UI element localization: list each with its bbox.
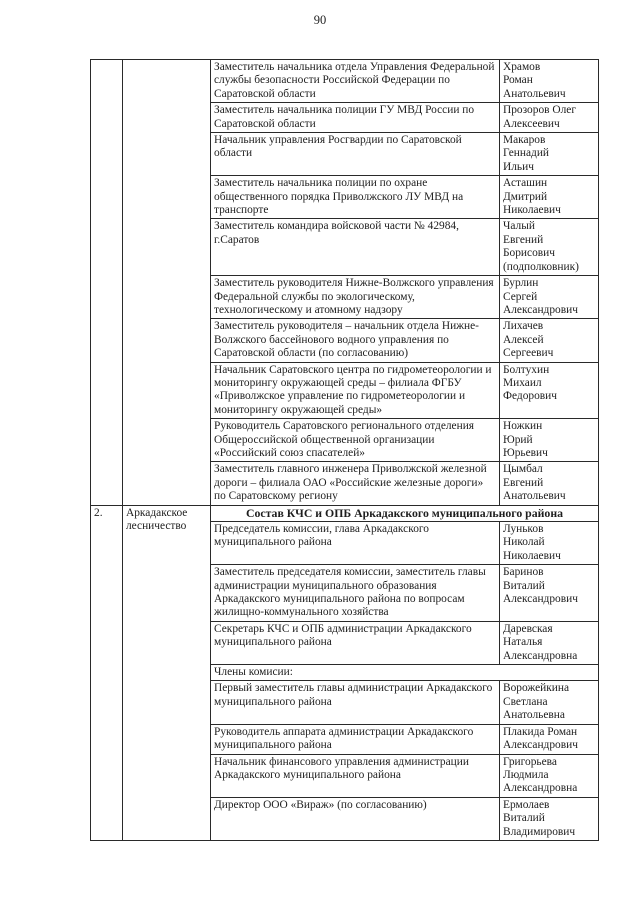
person-name-line: Дмитрий: [503, 190, 548, 203]
position-cell: Первый заместитель главы администрации Аркадакского муниципального района: [211, 681, 500, 724]
commission-table: [90, 59, 599, 841]
person-name-line: Роман: [503, 74, 533, 87]
name-cell: [500, 219, 599, 276]
person-name-line: Прозоров Олег: [503, 104, 576, 117]
person-name-line: Плакида Роман: [503, 725, 578, 738]
person-name-line: Даревская: [503, 622, 553, 635]
person-name-line: Болтухин: [503, 363, 550, 376]
name-cell: [500, 621, 599, 664]
position-cell: Заместитель начальника полиции по охране общественного порядка Приволжского ЛУ МВД на транспорте: [211, 176, 500, 219]
position-cell: Заместитель главного инженера Приволжской железной дороги – филиала ОАО «Российские железные дороги» по Саратовскому региону: [211, 462, 500, 505]
person-name-line: Светлана: [503, 695, 548, 708]
person-name-line: Анатольевич: [503, 87, 566, 100]
person-name-line: Виталий: [503, 812, 545, 825]
person-name-line: Ермолаев: [503, 798, 550, 811]
person-name-line: Александрович: [503, 739, 578, 752]
person-name-line: Ворожейкина: [503, 682, 570, 695]
position-cell: Заместитель начальника полиции ГУ МВД России по Саратовской области: [211, 103, 500, 133]
position-cell: Секретарь КЧС и ОПБ администрации Аркадакского муниципального района: [211, 621, 500, 664]
person-name-line: Наталья: [503, 636, 543, 649]
position-cell: Заместитель начальника отдела Управления Федеральной службы безопасности Российской Федерации по Саратовской области: [211, 60, 500, 103]
person-name-line: Александрович: [503, 593, 578, 606]
number-cell: [91, 60, 123, 506]
section-heading: Состав КЧС и ОПБ Аркадакского муниципального района: [211, 505, 599, 521]
person-name-line: Александровна: [503, 649, 578, 662]
position-cell: Начальник управления Росгвардии по Саратовской области: [211, 133, 500, 176]
person-name-line: Федорович: [503, 390, 557, 403]
page-number: 90: [313, 13, 327, 27]
position-cell: Руководитель Саратовского регионального отделения Общероссийской общественной организации «Российский союз спасателей»: [211, 419, 500, 462]
person-name-line: Михаил: [503, 376, 542, 389]
section-number: 2.: [91, 505, 123, 840]
person-name-line: Борисович: [503, 247, 555, 260]
name-cell: [500, 60, 599, 103]
position-cell: Заместитель руководителя Нижне-Волжского управления Федеральной службы по экологическому, технологическому и атомному надзору: [211, 276, 500, 319]
name-cell: [500, 565, 599, 622]
name-cell: [500, 419, 599, 462]
person-name-line: Александровна: [503, 782, 578, 795]
name-cell: [500, 681, 599, 724]
person-name-line: Алексеевич: [503, 117, 560, 130]
person-name-line: Людмила: [503, 768, 549, 781]
members-label: Члены комисии:: [211, 665, 599, 681]
person-name-line: Бурлин: [503, 277, 539, 290]
person-name-line: Николаевич: [503, 204, 561, 217]
position-cell: Начальник финансового управления администрации Аркадакского муниципального района: [211, 754, 500, 797]
person-name-line: Александрович: [503, 303, 578, 316]
name-cell: [500, 176, 599, 219]
person-name-line: Алексей: [503, 333, 544, 346]
name-cell: [500, 133, 599, 176]
commission-table-body: [91, 60, 599, 841]
department-cell: [123, 60, 211, 506]
person-name-line: Цымбал: [503, 463, 543, 476]
person-name-line: Чалый: [503, 220, 535, 233]
person-name-line: Евгений: [503, 476, 544, 489]
person-name-line: Ильич: [503, 160, 534, 173]
name-cell: [500, 462, 599, 505]
name-cell: [500, 319, 599, 362]
person-name-line: Виталий: [503, 579, 545, 592]
person-name-line: Юрий: [503, 433, 533, 446]
person-name-line: Николаевич: [503, 549, 561, 562]
position-cell: Заместитель командира войсковой части № 42984, г.Саратов: [211, 219, 500, 276]
name-cell: [500, 797, 599, 840]
person-name-line: (подполковник): [503, 260, 579, 273]
person-name-line: Баринов: [503, 566, 544, 579]
person-name-line: Анатольевна: [503, 709, 565, 722]
person-name-line: Юрьевич: [503, 446, 548, 459]
name-cell: [500, 103, 599, 133]
name-cell: [500, 754, 599, 797]
person-name-line: Николай: [503, 536, 545, 549]
person-name-line: Лихачев: [503, 320, 544, 333]
position-cell: Заместитель руководителя – начальник отдела Нижне-Волжского бассейнового водного управления по Саратовской области (по согласованию): [211, 319, 500, 362]
person-name-line: Евгений: [503, 233, 544, 246]
name-cell: [500, 276, 599, 319]
position-cell: Руководитель аппарата администрации Аркадакского муниципального района: [211, 724, 500, 754]
section-department: Аркадакское лесничество: [123, 505, 211, 840]
person-name-line: Асташин: [503, 177, 548, 190]
person-name-line: Сергеевич: [503, 347, 554, 360]
section-heading-row: [91, 505, 599, 521]
position-cell: Начальник Саратовского центра по гидрометеорологии и мониторингу окружающей среды – филиала ФГБУ «Приволжское управление по гидрометеорологии и мониторингу окружающей среды»: [211, 362, 500, 419]
person-name-line: Владимирович: [503, 825, 576, 838]
person-name-line: Сергей: [503, 290, 538, 303]
person-name-line: Григорьева: [503, 755, 557, 768]
person-name-line: Луньков: [503, 523, 544, 535]
person-name-line: Храмов: [503, 61, 541, 73]
position-cell: Заместитель председателя комиссии, заместитель главы администрации муниципального образования Аркадакского муниципального района по вопросам жилищно-коммунального хозяйства: [211, 565, 500, 622]
person-name-line: Макаров: [503, 134, 546, 147]
person-name-line: Ножкин: [503, 420, 543, 433]
position-cell: Директор ООО «Вираж» (по согласованию): [211, 797, 500, 840]
position-cell: Председатель комиссии, глава Аркадакского муниципального района: [211, 522, 500, 565]
person-name-line: Геннадий: [503, 147, 550, 160]
name-cell: [500, 362, 599, 419]
name-cell: [500, 724, 599, 754]
table-row: [91, 60, 599, 103]
name-cell: [500, 522, 599, 565]
person-name-line: Анатольевич: [503, 490, 566, 503]
